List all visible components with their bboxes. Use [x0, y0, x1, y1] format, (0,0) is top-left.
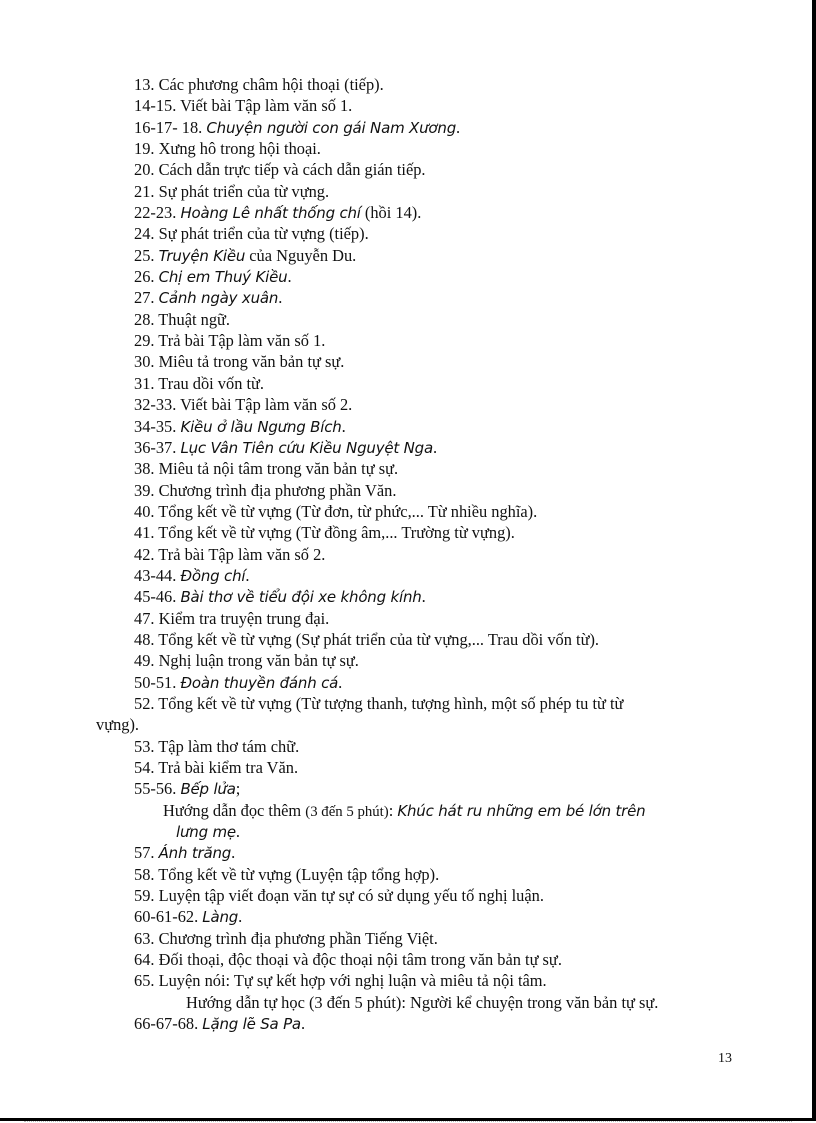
lesson-number: 59. — [134, 886, 159, 906]
lesson-number: 58. — [134, 864, 159, 884]
lesson-number: 32-33. — [134, 395, 181, 415]
lesson-number: 39. — [134, 480, 159, 500]
lesson-title: Đoàn thuyền đánh cá — [180, 673, 339, 692]
lesson-line — [0, 351, 812, 372]
lesson-number: 14-15. — [134, 96, 181, 116]
lesson-number: 42. — [134, 544, 159, 564]
lesson-line — [0, 202, 812, 223]
lesson-line — [0, 736, 812, 757]
lesson-title: lưng mẹ — [176, 823, 236, 842]
lesson-number: 30. — [134, 352, 159, 372]
lesson-line — [0, 970, 812, 991]
lesson-suffix: . — [421, 587, 426, 607]
lesson-line — [0, 117, 812, 138]
lesson-suffix: . — [341, 416, 346, 436]
lesson-line — [0, 74, 812, 95]
lesson-title: Bài thơ về tiểu đội xe không kính — [180, 588, 422, 607]
lesson-suffix: . — [235, 822, 241, 842]
lesson-punctuation: : — [388, 800, 398, 820]
lesson-suffix: . — [245, 565, 250, 585]
lesson-title: Chuyện người con gái Nam Xương — [206, 118, 457, 137]
lesson-line — [0, 95, 812, 116]
lesson-number: 36-37. — [134, 437, 181, 457]
lesson-title: Làng — [202, 908, 239, 927]
lesson-text: Tập làm thơ tám chữ. — [158, 736, 300, 756]
lesson-number: 66-67-68. — [134, 1014, 203, 1034]
lesson-line — [0, 309, 812, 330]
lesson-line — [0, 992, 812, 1013]
lesson-number: 65. — [134, 971, 159, 991]
lesson-title: Bếp lửa — [180, 780, 236, 799]
lesson-number: 29. — [134, 331, 159, 351]
lesson-line — [0, 138, 812, 159]
lesson-text: Đối thoại, độc thoại và độc thoại nội tâm trong văn bản tự sự. — [158, 950, 562, 970]
lesson-number: 27. — [134, 288, 159, 308]
lesson-line — [0, 885, 812, 906]
lesson-number: 34-35. — [134, 416, 181, 436]
lesson-number: 57. — [134, 843, 159, 863]
lesson-line — [0, 714, 812, 735]
lesson-line — [0, 544, 812, 565]
lesson-text: Viết bài Tập làm văn số 1. — [180, 96, 353, 116]
lesson-text: Tổng kết về từ vựng (Luyện tập tổng hợp). — [158, 864, 440, 884]
lesson-title: Kiều ở lầu Ngưng Bích — [180, 417, 342, 436]
lesson-number: 49. — [134, 651, 159, 671]
lesson-suffix: của Nguyễn Du. — [245, 245, 357, 265]
lesson-text: Miêu tả nội tâm trong văn bản tự sự. — [158, 459, 399, 479]
lesson-line — [0, 437, 812, 458]
lesson-title: Lặng lẽ Sa Pa — [202, 1015, 301, 1034]
lesson-text: Tổng kết về từ vựng (Từ đơn, từ phức,... Từ nhiều nghĩa). — [158, 501, 538, 521]
lesson-line — [0, 906, 812, 927]
lesson-duration: (3 đến 5 phút) — [305, 803, 389, 820]
lesson-number: 38. — [134, 459, 159, 479]
lesson-line — [0, 864, 812, 885]
lesson-title: Ánh trăng — [158, 844, 232, 863]
lesson-number: 55-56. — [134, 779, 181, 799]
lesson-text: Hướng dẫn tự học (3 đến 5 phút): Người kể chuyện trong văn bản tự sự. — [186, 992, 659, 1012]
lesson-suffix: . — [287, 267, 292, 287]
lesson-number: 24. — [134, 224, 159, 244]
lesson-line — [0, 287, 812, 308]
lesson-text: Luyện nói: Tự sự kết hợp với nghị luận và miêu tả nội tâm. — [158, 971, 547, 991]
lesson-text: vựng). — [96, 715, 140, 735]
lesson-suffix: (hồi 14). — [360, 203, 422, 223]
lesson-text: Trả bài kiểm tra Văn. — [158, 758, 299, 777]
lesson-line — [0, 394, 812, 415]
lesson-number: 20. — [134, 160, 159, 180]
lesson-number: 60-61-62. — [134, 907, 203, 927]
lesson-number: 41. — [134, 523, 159, 543]
lesson-line — [0, 928, 812, 949]
lesson-list — [0, 74, 812, 1034]
lesson-title: Lục Vân Tiên cứu Kiều Nguyệt Nga — [180, 438, 433, 457]
lesson-text: Các phương châm hội thoại (tiếp). — [158, 75, 384, 94]
lesson-line — [0, 586, 812, 607]
lesson-text: Hướng dẫn đọc thêm — [163, 800, 306, 820]
lesson-title: Khúc hát ru những em bé lớn trên — [397, 801, 646, 820]
lesson-line — [0, 800, 812, 821]
lesson-number: 45-46. — [134, 587, 181, 607]
lesson-text: Tổng kết về từ vựng (Sự phát triển của từ vựng,... Trau dồi vốn từ). — [158, 629, 600, 649]
lesson-text: Trả bài Tập làm văn số 1. — [158, 331, 326, 351]
lesson-text: Cách dẫn trực tiếp và cách dẫn gián tiếp. — [158, 160, 426, 180]
lesson-line — [0, 629, 812, 650]
lesson-suffix: . — [231, 843, 236, 863]
lesson-number: 64. — [134, 950, 159, 970]
lesson-line — [0, 159, 812, 180]
lesson-number: 28. — [134, 309, 159, 329]
lesson-number: 31. — [134, 373, 159, 393]
page-number: 13 — [718, 1051, 732, 1066]
lesson-text: Sự phát triển của từ vựng. — [158, 181, 330, 201]
lesson-text: Xưng hô trong hội thoại. — [158, 139, 321, 159]
lesson-suffix: . — [456, 117, 461, 137]
lesson-number: 13. — [134, 75, 159, 94]
lesson-line — [0, 373, 812, 394]
lesson-number: 25. — [134, 245, 159, 265]
lesson-number: 19. — [134, 139, 159, 159]
lesson-line — [0, 223, 812, 244]
lesson-number: 50-51. — [134, 672, 181, 692]
lesson-line — [0, 821, 812, 842]
lesson-text: Tổng kết về từ vựng (Từ đồng âm,... Trường từ vựng). — [158, 523, 515, 543]
lesson-text: Viết bài Tập làm văn số 2. — [180, 395, 353, 415]
lesson-line — [0, 650, 812, 671]
lesson-number: 43-44. — [134, 565, 181, 585]
lesson-number: 53. — [134, 736, 159, 756]
lesson-line — [0, 181, 812, 202]
lesson-number: 52. — [134, 693, 159, 713]
lesson-text: Thuật ngữ. — [158, 309, 230, 329]
lesson-number: 16-17- 18. — [134, 117, 207, 137]
lesson-text: Luyện tập viết đoạn văn tự sự có sử dụng yếu tố nghị luận. — [158, 886, 544, 906]
lesson-line — [0, 949, 812, 970]
lesson-title: Truyện Kiều — [158, 246, 246, 265]
lesson-line — [0, 458, 812, 479]
lesson-number: 26. — [134, 267, 159, 287]
lesson-title: Chị em Thuý Kiều — [158, 268, 288, 287]
lesson-text: Miêu tả trong văn bản tự sự. — [158, 352, 345, 372]
lesson-line — [0, 501, 812, 522]
lesson-line — [0, 842, 812, 863]
lesson-line — [0, 778, 812, 799]
lesson-line — [0, 522, 812, 543]
lesson-line — [0, 266, 812, 287]
lesson-title: Đồng chí — [180, 566, 246, 585]
lesson-line — [0, 416, 812, 437]
lesson-number: 54. — [134, 758, 159, 777]
lesson-text: Tổng kết về từ vựng (Từ tượng thanh, tượng hình, một số phép tu từ từ — [158, 693, 624, 713]
lesson-line — [0, 672, 812, 693]
lesson-text: Chương trình địa phương phần Văn. — [158, 480, 397, 500]
lesson-text: Trau dồi vốn từ. — [158, 373, 265, 393]
lesson-line — [0, 245, 812, 266]
lesson-line — [0, 608, 812, 629]
lesson-line — [0, 480, 812, 501]
lesson-line — [0, 693, 812, 714]
lesson-suffix: . — [433, 437, 438, 457]
lesson-number: 22-23. — [134, 203, 181, 223]
lesson-line — [0, 1013, 812, 1034]
lesson-number: 40. — [134, 501, 159, 521]
lesson-line — [0, 757, 812, 778]
lesson-title: Cảnh ngày xuân — [158, 289, 279, 308]
bottom-divider — [24, 1121, 792, 1122]
lesson-suffix: . — [278, 288, 283, 308]
lesson-title: Hoàng Lê nhất thống chí — [180, 204, 361, 223]
lesson-text: Sự phát triển của từ vựng (tiếp). — [158, 224, 369, 244]
lesson-text: Kiểm tra truyện trung đại. — [158, 608, 330, 628]
lesson-line — [0, 330, 812, 351]
lesson-suffix: ; — [235, 779, 241, 799]
lesson-number: 21. — [134, 181, 159, 201]
lesson-line — [0, 565, 812, 586]
lesson-text: Chương trình địa phương phần Tiếng Việt. — [158, 928, 438, 948]
lesson-number: 63. — [134, 928, 159, 948]
lesson-number: 48. — [134, 629, 159, 649]
lesson-suffix: . — [338, 672, 343, 692]
lesson-suffix: . — [300, 1014, 306, 1034]
lesson-text: Nghị luận trong văn bản tự sự. — [158, 651, 359, 671]
lesson-suffix: . — [238, 907, 243, 927]
lesson-number: 47. — [134, 608, 159, 628]
lesson-text: Trả bài Tập làm văn số 2. — [158, 544, 326, 564]
